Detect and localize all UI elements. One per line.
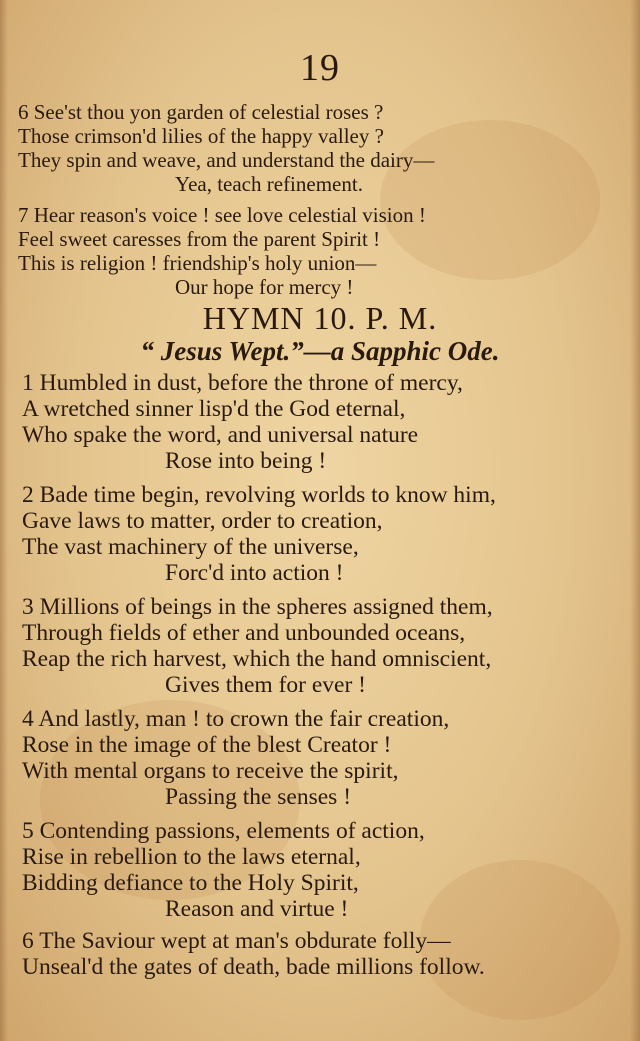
verse-line: This is religion ! friendship's holy union—	[18, 251, 377, 275]
verse-line: A wretched sinner lisp'd the God eternal,	[22, 396, 406, 422]
page-edge-left	[0, 0, 8, 1041]
verse-line: Rise in rebellion to the laws eternal,	[22, 844, 361, 870]
verse-line: Who spake the word, and universal nature	[22, 422, 419, 448]
verse-line: Feel sweet caresses from the parent Spirit !	[18, 227, 381, 251]
verse-line: Unseal'd the gates of death, bade millions follow.	[22, 954, 485, 980]
verse-line: 7 Hear reason's voice ! see love celestial vision !	[18, 203, 426, 227]
hymn-subtitle: “ Jesus Wept.”—a Sapphic Ode.	[140, 336, 500, 366]
verse-line: Rose into being !	[165, 448, 327, 474]
page-edge-right	[630, 0, 640, 1041]
verse-line: Our hope for mercy !	[175, 275, 354, 299]
verse-line: Passing the senses !	[165, 784, 352, 810]
verse-line: 6 See'st thou yon garden of celestial roses ?	[18, 100, 384, 124]
verse-line: 4 And lastly, man ! to crown the fair creation,	[22, 706, 450, 732]
verse-line: Those crimson'd lilies of the happy valley ?	[18, 124, 384, 148]
verse-line: Reason and virtue !	[165, 896, 349, 922]
verse-line: Gives them for ever !	[165, 672, 366, 698]
verse-line: Reap the rich harvest, which the hand omniscient,	[22, 646, 492, 672]
verse-line: Through fields of ether and unbounded oceans,	[22, 620, 466, 646]
verse-line: With mental organs to receive the spirit,	[22, 758, 399, 784]
verse-line: 6 The Saviour wept at man's obdurate folly—	[22, 928, 451, 954]
verse-line: Bidding defiance to the Holy Spirit,	[22, 870, 359, 896]
verse-line: 5 Contending passions, elements of action,	[22, 818, 425, 844]
verse-line: They spin and weave, and understand the dairy—	[18, 148, 435, 172]
verse-line: 1 Humbled in dust, before the throne of mercy,	[22, 370, 463, 396]
verse-line: Yea, teach refinement.	[175, 172, 363, 196]
verse-line: Forc'd into action !	[165, 560, 344, 586]
hymn-title: HYMN 10. P. M.	[202, 300, 438, 336]
verse-line: The vast machinery of the universe,	[22, 534, 359, 560]
page-number: 19	[300, 47, 340, 89]
verse-line: Gave laws to matter, order to creation,	[22, 508, 383, 534]
verse-line: Rose in the image of the blest Creator !	[22, 732, 392, 758]
verse-line: 3 Millions of beings in the spheres assigned them,	[22, 594, 493, 620]
verse-line: 2 Bade time begin, revolving worlds to know him,	[22, 482, 496, 508]
paper-stain	[380, 120, 600, 280]
